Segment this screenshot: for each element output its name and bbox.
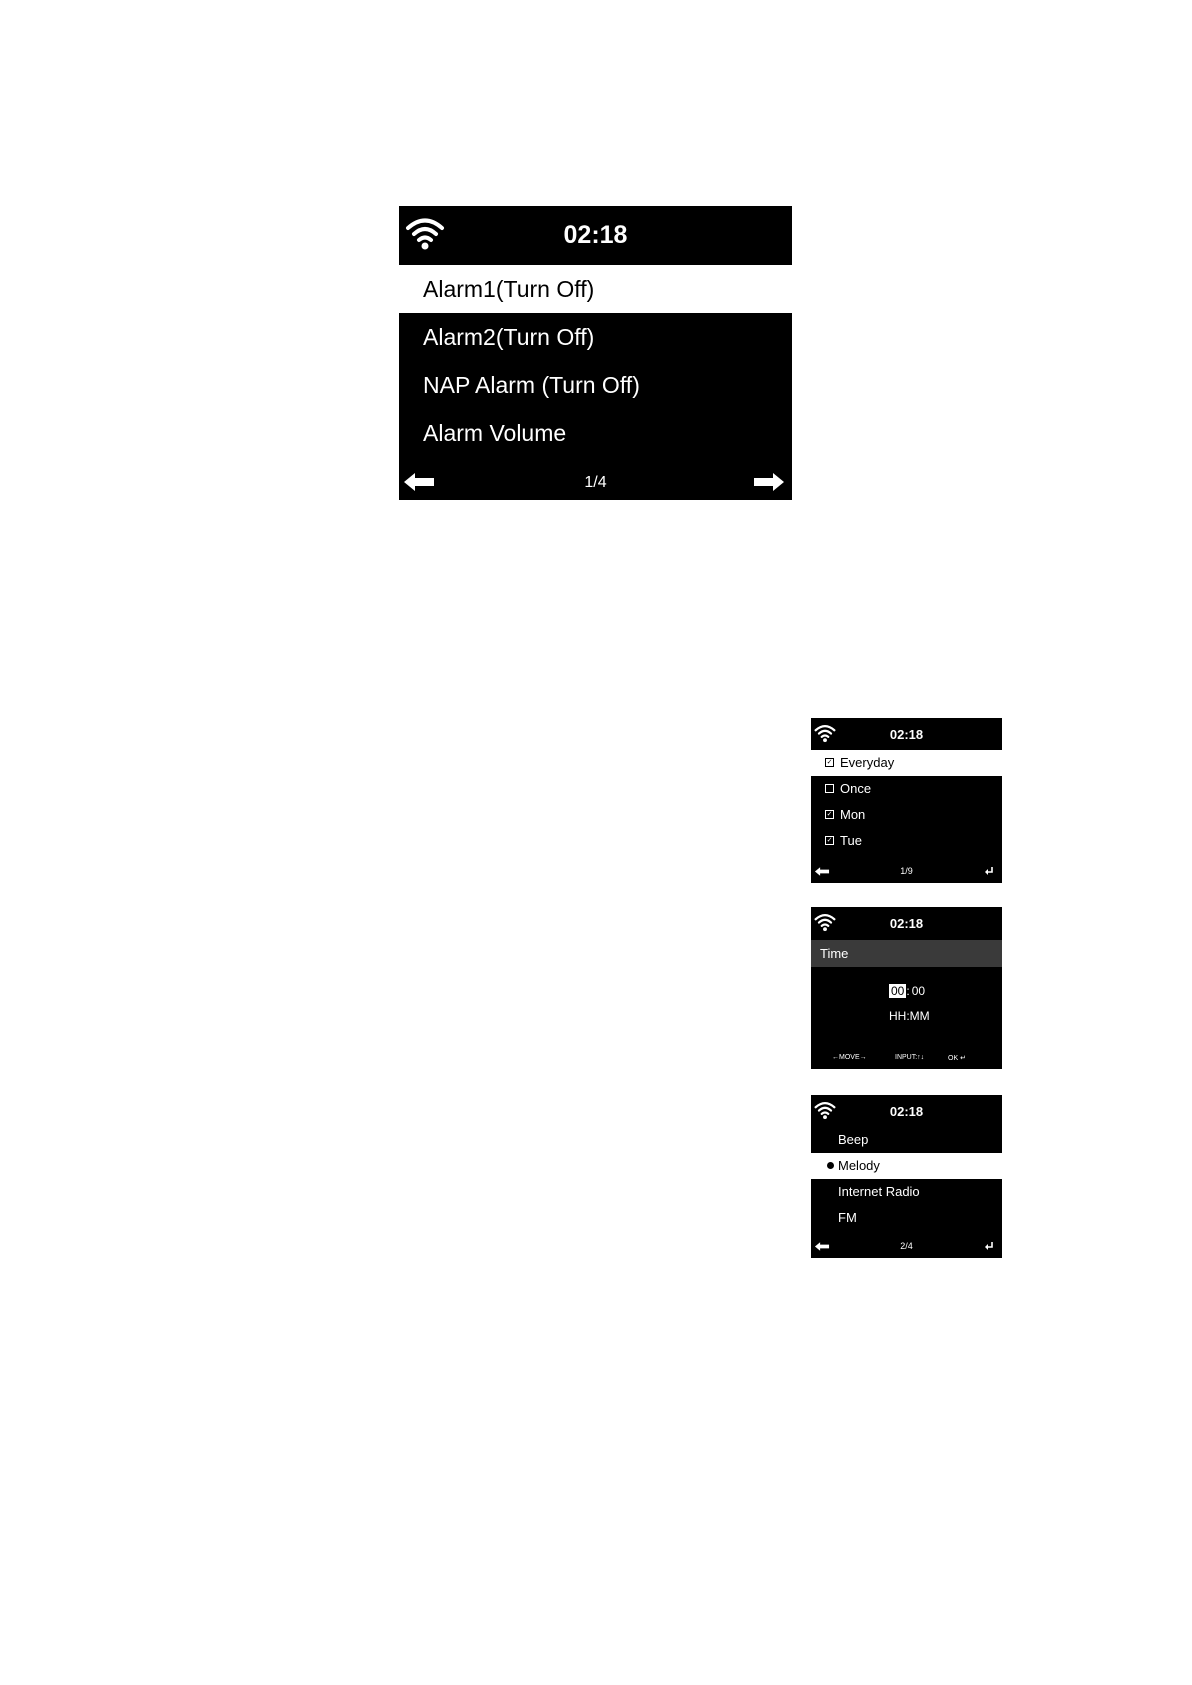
- clock: 02:18: [889, 727, 924, 742]
- time-heading: Time: [811, 940, 1002, 967]
- arrow-right-icon: →: [859, 1054, 867, 1061]
- option-label: Once: [840, 781, 872, 796]
- checkbox-checked-icon: ✓: [826, 759, 833, 767]
- checkbox-checked-icon: ✓: [826, 837, 833, 845]
- page-indicator: 1/9: [900, 866, 913, 876]
- repeat-option-once[interactable]: [811, 776, 1002, 802]
- arrow-down-icon: ↓: [920, 1054, 925, 1061]
- page-indicator: 1/4: [584, 474, 607, 491]
- repeat-option-everyday[interactable]: [811, 750, 1002, 776]
- move-hint: ←MOVE→: [832, 1054, 867, 1061]
- repeat-option-tue[interactable]: [811, 828, 1002, 854]
- option-label: Everyday: [840, 755, 895, 770]
- arrow-left-icon: ←: [832, 1054, 839, 1061]
- status-bar: [399, 206, 792, 265]
- clock: 02:18: [889, 916, 924, 931]
- repeat-option-mon[interactable]: [811, 802, 1002, 828]
- hours-field[interactable]: 00: [891, 984, 905, 998]
- arrow-up-icon: ↑: [917, 1054, 921, 1061]
- ok-hint: OK ↵: [948, 1055, 966, 1062]
- footer: [811, 1239, 1002, 1255]
- option-label: Mon: [840, 807, 866, 822]
- radio-selected-icon: [827, 1162, 834, 1169]
- footer: [811, 864, 1002, 880]
- time-entry[interactable]: [889, 984, 925, 998]
- minutes-field[interactable]: 00: [911, 984, 926, 998]
- status-bar: [811, 1095, 1002, 1127]
- enter-icon: ↵: [960, 1055, 966, 1062]
- alarm-time-screen: [811, 907, 1002, 1069]
- enter-icon[interactable]: [984, 866, 994, 876]
- status-bar: [811, 907, 1002, 939]
- menu-item-alarm2[interactable]: Alarm2(Turn Off): [423, 324, 595, 350]
- alarm-menu-screen: [399, 206, 792, 500]
- clock: 02:18: [563, 221, 628, 249]
- time-format-label: HH:MM: [889, 1009, 930, 1023]
- checkbox-checked-icon: ✓: [826, 811, 833, 819]
- option-label: Melody: [838, 1158, 880, 1173]
- option-label: Tue: [840, 833, 862, 848]
- alarm-sound-screen: [811, 1095, 1002, 1258]
- checkbox-unchecked-icon: [825, 784, 834, 793]
- sound-option-beep[interactable]: Beep: [838, 1132, 869, 1147]
- footer: [399, 468, 792, 498]
- menu-item-alarm-volume[interactable]: Alarm Volume: [423, 420, 567, 446]
- menu-item-alarm1[interactable]: Alarm1(Turn Off): [399, 265, 792, 313]
- time-separator: :: [906, 984, 910, 998]
- page-indicator: 2/4: [900, 1241, 913, 1251]
- arrow-right-icon[interactable]: [752, 471, 786, 493]
- menu-item-nap-alarm[interactable]: NAP Alarm (Turn Off): [423, 372, 640, 398]
- sound-option-fm[interactable]: FM: [838, 1210, 857, 1225]
- sound-option-internet-radio[interactable]: Internet Radio: [838, 1184, 920, 1199]
- status-bar: [811, 718, 1002, 750]
- enter-icon[interactable]: [984, 1241, 994, 1251]
- clock: 02:18: [889, 1104, 924, 1119]
- alarm-repeat-screen: [811, 718, 1002, 883]
- sound-option-melody[interactable]: [811, 1153, 1002, 1179]
- input-hint: INPUT:↑↓: [895, 1054, 925, 1061]
